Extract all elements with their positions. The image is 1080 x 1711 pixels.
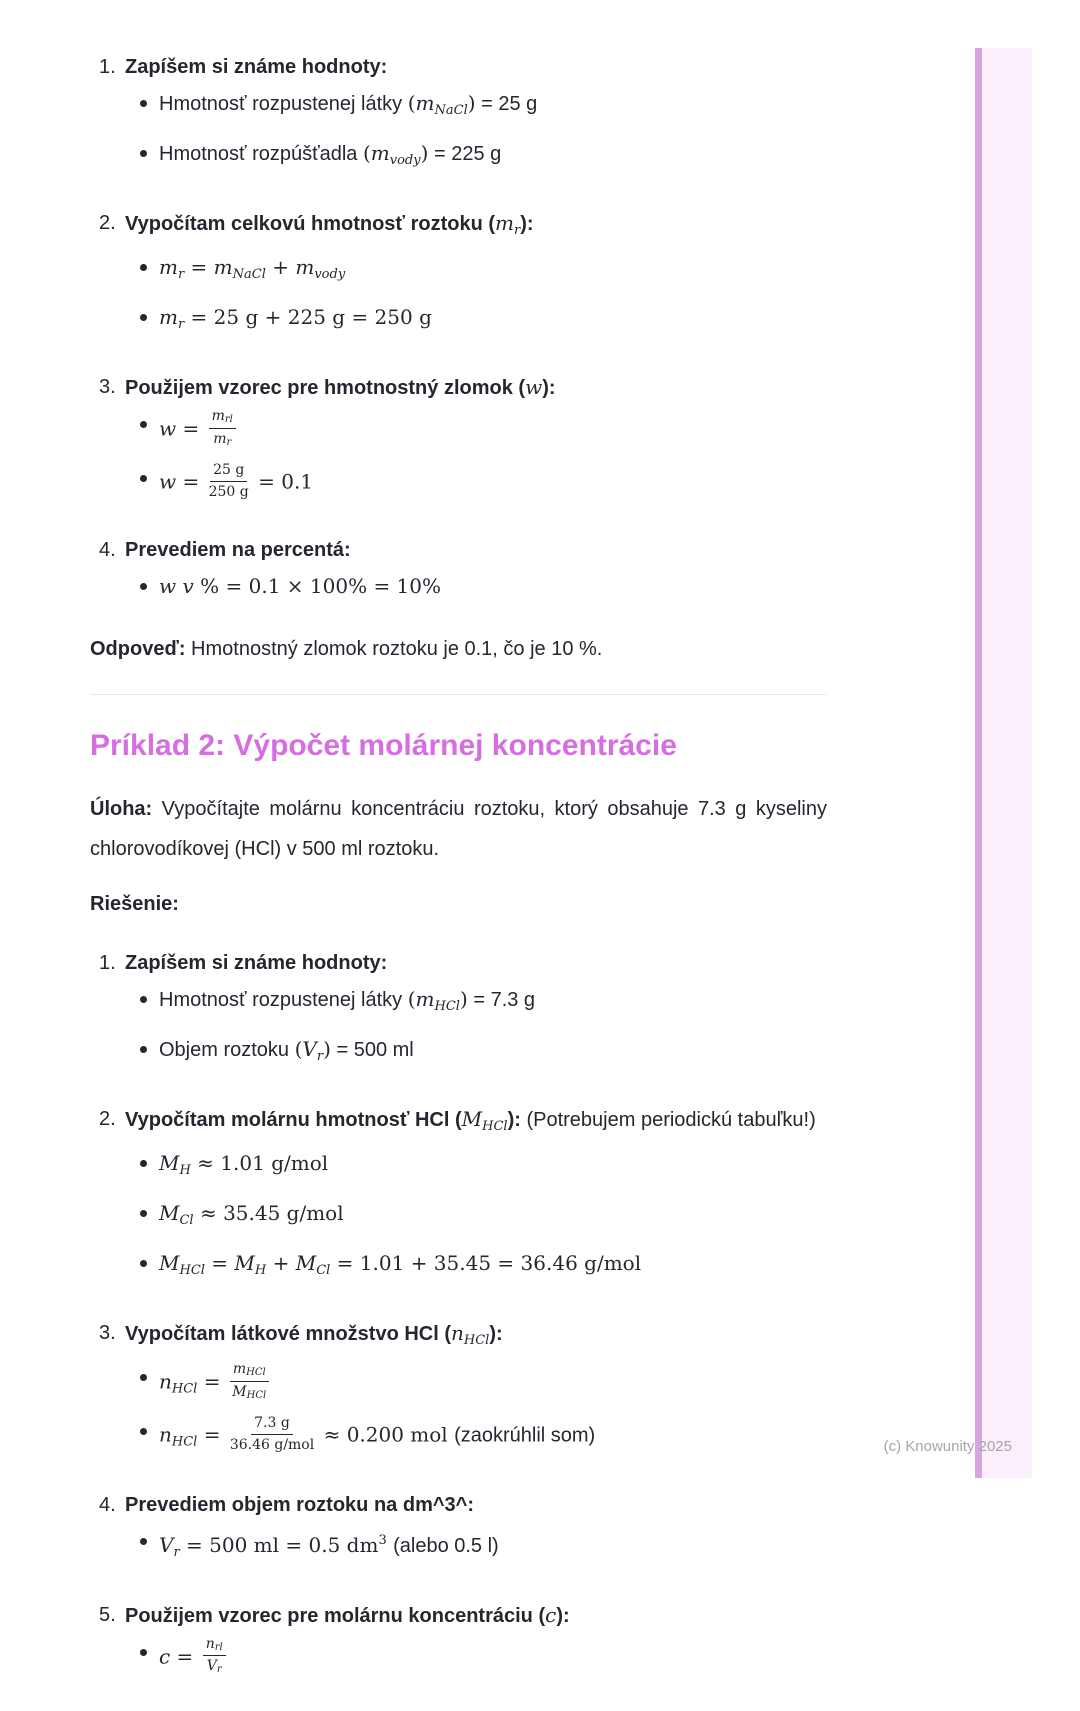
numbered-item [90,1104,827,1298]
bullet-text: w = $\frac{25 g}{250 g}$ = 0.1 [159,462,314,500]
copyright-watermark: (c) Knowunity 2025 [883,1438,1012,1455]
bullet-icon [140,1374,147,1381]
bullet-icon [140,1538,147,1545]
solution-steps-example-1 [90,52,827,664]
fraction: $\frac{7.3 g}{\text{36.46 g/mol}}$ [229,1415,315,1453]
fraction: $\frac{\text{mrl}}{mr}$ [209,407,236,449]
bullet-item [140,1362,827,1404]
item-body [125,1600,827,1691]
example-2-section [90,729,827,1691]
bullet-item [140,1198,827,1236]
item-body [125,52,827,188]
task-paragraph: Úloha: Vypočítajte molárnu koncentráciu roztoku, ktorý obsahuje 7.3 g kyseliny chlorovodíkovej (HCl) v 500 ml roztoku. [90,798,827,860]
bullet-text: $M_{HCl} = M_H + M_{Cl} = 1.01 + 35.45 = 36.46$ g/mol [159,1251,642,1278]
answer-paragraph: Odpoveď: Hmotnostný zlomok roztoku je 0.1, čo je 10 %. [90,638,603,660]
bullet-item [140,463,827,503]
bullet-item [140,1148,827,1186]
bullet-text: $n_{HCl}$ = $\frac{\text{mHCl}}{\text{MHCl}}$ [159,1362,272,1404]
bullet-item [140,252,827,290]
bullet-text: $n_{HCl}$ = $\frac{7.3 g}{\text{36.46 g/mol}}$ ≈ 0.200 mol (zaokrúhlil som) [159,1415,596,1453]
bullet-icon [140,264,147,271]
bullet-icon [140,314,147,321]
fraction: $\frac{25 g}{250 g}$ [208,462,249,500]
bullet-item [140,1526,827,1568]
numbered-item [90,1318,827,1470]
bullet-text: $m_r = m_{NaCl} + m_{vody}$ [159,255,346,282]
bullet-icon [140,1210,147,1217]
item-number: 4. [99,1493,116,1516]
item-body [125,948,827,1084]
bullet-item [140,1416,827,1457]
item-number: 5. [99,1603,116,1626]
bullet-text: Hmotnosť rozpustenej látky $(m_{HCl}) = 7.3$ g [159,987,536,1014]
item-body [125,208,827,352]
item-title: Vypočítam látkové množstvo HCl $(n_{HCl})$: [125,1321,503,1348]
bullet-text: Objem roztoku $(V_r) = 500$ ml [159,1037,414,1064]
bullet-text: $M_H \approx 1.01$ g/mol [159,1151,329,1178]
item-body [125,1318,827,1470]
numbered-item [90,52,827,188]
bullet-icon [140,100,147,107]
item-number: 4. [99,539,116,561]
fraction: $\frac{\text{mHCl}}{\text{MHCl}}$ [230,1360,269,1402]
item-title: Vypočítam celkovú hmotnosť roztoku $(m_r)$: [125,211,534,238]
bullet-icon [140,583,147,590]
item-number: 1. [99,56,116,78]
numbered-item [90,1490,827,1580]
item-body [125,535,827,614]
item-body [125,1104,827,1298]
item-title: Vypočítam molárnu hmotnosť HCl $(M_{HCl})$: (Potrebujem periodickú tabuľku!) [125,1107,816,1134]
bullet-icon [140,1046,147,1053]
bullet-text: $m_r = 25$ g + 225 g = 250 g [159,305,432,332]
numbered-item [90,372,827,515]
bullet-item [140,571,827,602]
numbered-item [90,948,827,1084]
numbered-item [90,1600,827,1691]
item-title: Prevediem objem roztoku na dm^3^: [125,1493,474,1516]
item-number: 2. [99,212,116,234]
stripe-accent-line [975,48,982,1478]
bullet-icon [140,996,147,1003]
bullet-text: c = $\frac{\text{nrl}}{Vr}$ [159,1637,229,1679]
bullet-text: Hmotnosť rozpúšťadla $(m_{vody}) = 225$ g [159,141,502,168]
bullet-icon [140,1649,147,1656]
bullet-text: $V_r = 500$ ml = 0.5 $dm^3$ (alebo 0.5 l) [159,1532,499,1560]
item-number: 3. [99,376,116,398]
item-title: Prevediem na percentá: [125,539,351,561]
item-title: Zapíšem si známe hodnoty: [125,56,388,78]
item-number: 2. [99,1108,116,1130]
numbered-item [90,208,827,352]
item-body [125,1490,827,1580]
bullet-item [140,1248,827,1286]
bullet-text: w v % = 0.1 × 100% = 10% [159,574,442,598]
page-edge-stripe [975,48,1032,1478]
bullet-icon [140,421,147,428]
bullet-item [140,302,827,340]
bullet-icon [140,150,147,157]
bullet-text: w = $\frac{\text{mrl}}{mr}$ [159,409,239,451]
item-number: 3. [99,1322,116,1344]
document-content [90,52,827,1711]
bullet-icon [140,475,147,482]
bullet-item [140,138,827,176]
numbered-item [90,535,827,614]
bullet-icon [140,1160,147,1167]
item-body [125,372,827,515]
bullet-item [140,88,827,126]
item-number: 1. [99,952,116,974]
solution-label: Riešenie: [90,893,179,915]
item-title: Použijem vzorec pre molárnu koncentráciu (c): [125,1602,570,1627]
bullet-item [140,984,827,1022]
fraction: $\frac{\text{nrl}}{Vr}$ [203,1635,226,1677]
bullet-icon [140,1260,147,1267]
bullet-item [140,409,827,451]
item-title: Zapíšem si známe hodnoty: [125,952,388,974]
bullet-text: $M_{Cl} \approx 35.45$ g/mol [159,1201,344,1228]
bullet-item [140,1637,827,1679]
bullet-icon [140,1428,147,1435]
bullet-item [140,1034,827,1072]
section-divider [90,694,827,695]
item-title: Použijem vzorec pre hmotnostný zlomok (w): [125,375,556,399]
example-2-heading: Príklad 2: Výpočet molárnej koncentrácie [90,729,677,762]
bullet-text: Hmotnosť rozpustenej látky $(m_{NaCl}) = 25$ g [159,91,538,118]
